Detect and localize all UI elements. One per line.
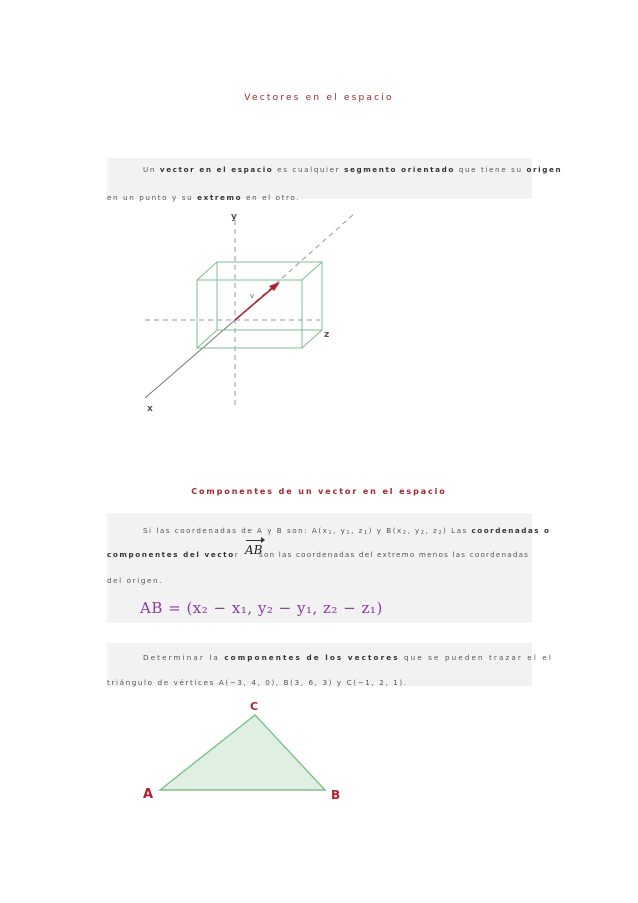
intro-line-1: Un vector en el espacio es cualquier segmento orientado que tiene su origen <box>143 165 563 174</box>
axis-z-label: z <box>324 330 330 340</box>
vector-arrow-line <box>235 286 275 320</box>
components-line-3: del origen. <box>107 576 164 585</box>
intro-line-2: en un punto y su extremo en el otro. <box>107 193 301 202</box>
vertex-c-label: C <box>250 700 259 713</box>
components-line-2b: son las coordenadas del extremo menos las coordenadas <box>259 550 530 559</box>
section-title: Componentes de un vector en el espacio <box>191 487 447 496</box>
components-line-1: Si las coordenadas de A y B son: $A(x_1$, $y_1$, $z_1$) y $B(x_2$, $y_2$, $z_2$) Las coordenadas o <box>143 526 551 536</box>
vertex-b-label: B <box>331 788 341 802</box>
exercise-line-2: triángulo de vértices A(−3, 4, 0), B(3, 6, 3) y C(−1, 2, 1). <box>107 678 408 687</box>
components-line-2: componentes del vector <box>107 550 240 559</box>
triangle-figure <box>135 695 355 810</box>
exercise-line-1: Determinar la componentes de los vectores que se pueden trazar el el <box>143 653 553 662</box>
axis-y-label: y <box>231 212 237 222</box>
triangle-shape <box>160 715 325 790</box>
page-title: Vectores en el espacio <box>244 93 394 103</box>
cube-front-face <box>197 280 302 348</box>
axis-x-label: x <box>147 404 153 414</box>
cube-back-face <box>217 262 322 330</box>
axis-x-line <box>145 320 235 398</box>
vector-label: v <box>250 292 255 300</box>
vertex-a-label: A <box>143 787 154 802</box>
vector-3d-figure <box>135 210 355 420</box>
components-formula: AB = (x₂ − x₁, y₂ − y₁, z₂ − z₁) <box>140 599 383 617</box>
